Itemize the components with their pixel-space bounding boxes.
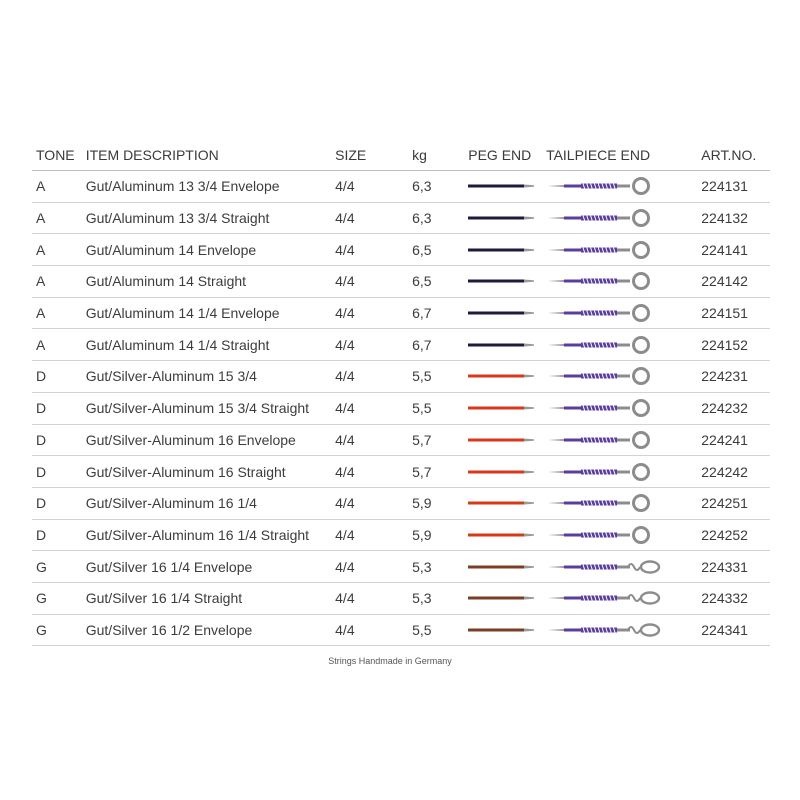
size-cell: 4/4 bbox=[335, 329, 412, 361]
size-cell: 4/4 bbox=[335, 361, 412, 393]
col-header-description: ITEM DESCRIPTION bbox=[86, 140, 335, 171]
peg-end-dark-icon bbox=[468, 340, 538, 350]
tone-cell: D bbox=[32, 487, 86, 519]
tone-cell: G bbox=[32, 614, 86, 646]
col-header-tone: TONE bbox=[32, 140, 86, 171]
peg-end-cell bbox=[468, 171, 546, 203]
kg-cell: 6,3 bbox=[412, 171, 468, 203]
peg-end-cell bbox=[468, 392, 546, 424]
art-no-cell: 224131 bbox=[701, 171, 770, 203]
peg-end-cell bbox=[468, 266, 546, 298]
table-row bbox=[32, 551, 770, 583]
tone-cell: D bbox=[32, 519, 86, 551]
tailpiece-end-cell bbox=[546, 392, 701, 424]
description-cell: Gut/Aluminum 14 Envelope bbox=[86, 234, 335, 266]
size-cell: 4/4 bbox=[335, 234, 412, 266]
peg-end-dark-icon bbox=[468, 213, 538, 223]
peg-end-dark-icon bbox=[468, 308, 538, 318]
peg-end-red-icon bbox=[468, 530, 538, 540]
art-no-cell: 224251 bbox=[701, 487, 770, 519]
tailpiece-ring-icon bbox=[546, 429, 666, 451]
size-cell: 4/4 bbox=[335, 487, 412, 519]
size-cell: 4/4 bbox=[335, 519, 412, 551]
peg-end-cell bbox=[468, 614, 546, 646]
description-cell: Gut/Silver 16 1/2 Envelope bbox=[86, 614, 335, 646]
peg-end-dark-icon bbox=[468, 245, 538, 255]
art-no-cell: 224231 bbox=[701, 361, 770, 393]
table-row bbox=[32, 266, 770, 298]
description-cell: Gut/Aluminum 13 3/4 Straight bbox=[86, 202, 335, 234]
peg-end-cell bbox=[468, 551, 546, 583]
art-no-cell: 224332 bbox=[701, 582, 770, 614]
kg-cell: 6,7 bbox=[412, 329, 468, 361]
peg-end-dark-icon bbox=[468, 181, 538, 191]
size-cell: 4/4 bbox=[335, 614, 412, 646]
description-cell: Gut/Silver-Aluminum 16 Straight bbox=[86, 456, 335, 488]
description-cell: Gut/Silver 16 1/4 Envelope bbox=[86, 551, 335, 583]
tailpiece-ring-icon bbox=[546, 270, 666, 292]
description-cell: Gut/Silver-Aluminum 16 1/4 Straight bbox=[86, 519, 335, 551]
tone-cell: A bbox=[32, 297, 86, 329]
tailpiece-end-cell bbox=[546, 456, 701, 488]
peg-end-cell bbox=[468, 424, 546, 456]
peg-end-red-icon bbox=[468, 498, 538, 508]
tailpiece-ring-icon bbox=[546, 207, 666, 229]
tone-cell: A bbox=[32, 234, 86, 266]
table-row bbox=[32, 234, 770, 266]
peg-end-cell bbox=[468, 519, 546, 551]
peg-end-brown-icon bbox=[468, 562, 538, 572]
description-cell: Gut/Aluminum 13 3/4 Envelope bbox=[86, 171, 335, 203]
table-row bbox=[32, 519, 770, 551]
peg-end-cell bbox=[468, 456, 546, 488]
tailpiece-end-cell bbox=[546, 582, 701, 614]
peg-end-brown-icon bbox=[468, 593, 538, 603]
description-cell: Gut/Silver 16 1/4 Straight bbox=[86, 582, 335, 614]
peg-end-cell bbox=[468, 234, 546, 266]
peg-end-brown-icon bbox=[468, 625, 538, 635]
tailpiece-end-cell bbox=[546, 614, 701, 646]
peg-end-cell bbox=[468, 361, 546, 393]
table-row bbox=[32, 487, 770, 519]
tailpiece-ring-icon bbox=[546, 334, 666, 356]
tone-cell: D bbox=[32, 392, 86, 424]
tailpiece-ring-icon bbox=[546, 492, 666, 514]
size-cell: 4/4 bbox=[335, 202, 412, 234]
tailpiece-ring-icon bbox=[546, 524, 666, 546]
art-no-cell: 224151 bbox=[701, 297, 770, 329]
tailpiece-end-cell bbox=[546, 329, 701, 361]
tailpiece-end-cell bbox=[546, 487, 701, 519]
tone-cell: D bbox=[32, 424, 86, 456]
kg-cell: 5,3 bbox=[412, 551, 468, 583]
kg-cell: 6,5 bbox=[412, 266, 468, 298]
kg-cell: 5,9 bbox=[412, 519, 468, 551]
art-no-cell: 224241 bbox=[701, 424, 770, 456]
art-no-cell: 224232 bbox=[701, 392, 770, 424]
strings-table bbox=[32, 140, 770, 646]
table-row bbox=[32, 582, 770, 614]
peg-end-dark-icon bbox=[468, 276, 538, 286]
table-row bbox=[32, 392, 770, 424]
col-header-tailpiece-end: TAILPIECE END bbox=[546, 140, 701, 171]
kg-cell: 5,7 bbox=[412, 424, 468, 456]
kg-cell: 6,7 bbox=[412, 297, 468, 329]
tailpiece-end-cell bbox=[546, 266, 701, 298]
table-row bbox=[32, 171, 770, 203]
tailpiece-end-cell bbox=[546, 297, 701, 329]
description-cell: Gut/Aluminum 14 Straight bbox=[86, 266, 335, 298]
size-cell: 4/4 bbox=[335, 582, 412, 614]
tone-cell: G bbox=[32, 582, 86, 614]
peg-end-red-icon bbox=[468, 467, 538, 477]
tailpiece-end-cell bbox=[546, 519, 701, 551]
peg-end-cell bbox=[468, 582, 546, 614]
table-row bbox=[32, 202, 770, 234]
table-row bbox=[32, 456, 770, 488]
size-cell: 4/4 bbox=[335, 171, 412, 203]
tailpiece-ring-icon bbox=[546, 302, 666, 324]
footer-note: Strings Handmade in Germany bbox=[328, 656, 452, 666]
description-cell: Gut/Aluminum 14 1/4 Straight bbox=[86, 329, 335, 361]
col-header-peg-end: PEG END bbox=[468, 140, 546, 171]
peg-end-cell bbox=[468, 202, 546, 234]
tone-cell: D bbox=[32, 456, 86, 488]
table-row bbox=[32, 424, 770, 456]
kg-cell: 5,5 bbox=[412, 614, 468, 646]
peg-end-cell bbox=[468, 297, 546, 329]
size-cell: 4/4 bbox=[335, 266, 412, 298]
peg-end-cell bbox=[468, 329, 546, 361]
art-no-cell: 224341 bbox=[701, 614, 770, 646]
tailpiece-ring-icon bbox=[546, 365, 666, 387]
tailpiece-loop-icon bbox=[546, 556, 666, 578]
tailpiece-end-cell bbox=[546, 424, 701, 456]
kg-cell: 5,9 bbox=[412, 487, 468, 519]
col-header-size: SIZE bbox=[335, 140, 412, 171]
kg-cell: 6,3 bbox=[412, 202, 468, 234]
table-row bbox=[32, 297, 770, 329]
kg-cell: 5,3 bbox=[412, 582, 468, 614]
kg-cell: 5,5 bbox=[412, 392, 468, 424]
size-cell: 4/4 bbox=[335, 456, 412, 488]
kg-cell: 6,5 bbox=[412, 234, 468, 266]
art-no-cell: 224252 bbox=[701, 519, 770, 551]
tailpiece-ring-icon bbox=[546, 397, 666, 419]
kg-cell: 5,7 bbox=[412, 456, 468, 488]
art-no-cell: 224331 bbox=[701, 551, 770, 583]
size-cell: 4/4 bbox=[335, 551, 412, 583]
table-row bbox=[32, 361, 770, 393]
tailpiece-loop-icon bbox=[546, 619, 666, 641]
peg-end-cell bbox=[468, 487, 546, 519]
col-header-art-no: ART.NO. bbox=[701, 140, 770, 171]
table-body bbox=[32, 171, 770, 646]
peg-end-red-icon bbox=[468, 435, 538, 445]
tailpiece-end-cell bbox=[546, 551, 701, 583]
kg-cell: 5,5 bbox=[412, 361, 468, 393]
art-no-cell: 224141 bbox=[701, 234, 770, 266]
tone-cell: A bbox=[32, 202, 86, 234]
peg-end-red-icon bbox=[468, 403, 538, 413]
col-header-kg: kg bbox=[412, 140, 468, 171]
description-cell: Gut/Aluminum 14 1/4 Envelope bbox=[86, 297, 335, 329]
art-no-cell: 224242 bbox=[701, 456, 770, 488]
tailpiece-end-cell bbox=[546, 202, 701, 234]
peg-end-red-icon bbox=[468, 371, 538, 381]
description-cell: Gut/Silver-Aluminum 15 3/4 Straight bbox=[86, 392, 335, 424]
tailpiece-loop-icon bbox=[546, 587, 666, 609]
tailpiece-end-cell bbox=[546, 234, 701, 266]
tailpiece-end-cell bbox=[546, 171, 701, 203]
art-no-cell: 224142 bbox=[701, 266, 770, 298]
tone-cell: A bbox=[32, 171, 86, 203]
description-cell: Gut/Silver-Aluminum 16 Envelope bbox=[86, 424, 335, 456]
table-row bbox=[32, 614, 770, 646]
tailpiece-ring-icon bbox=[546, 175, 666, 197]
tailpiece-end-cell bbox=[546, 361, 701, 393]
tailpiece-ring-icon bbox=[546, 461, 666, 483]
art-no-cell: 224132 bbox=[701, 202, 770, 234]
description-cell: Gut/Silver-Aluminum 16 1/4 bbox=[86, 487, 335, 519]
size-cell: 4/4 bbox=[335, 424, 412, 456]
tone-cell: D bbox=[32, 361, 86, 393]
table-row bbox=[32, 329, 770, 361]
art-no-cell: 224152 bbox=[701, 329, 770, 361]
description-cell: Gut/Silver-Aluminum 15 3/4 bbox=[86, 361, 335, 393]
tone-cell: A bbox=[32, 266, 86, 298]
size-cell: 4/4 bbox=[335, 392, 412, 424]
tone-cell: G bbox=[32, 551, 86, 583]
table-header-row bbox=[32, 140, 770, 171]
tone-cell: A bbox=[32, 329, 86, 361]
tailpiece-ring-icon bbox=[546, 239, 666, 261]
footer-note-secondary bbox=[0, 670, 780, 674]
size-cell: 4/4 bbox=[335, 297, 412, 329]
